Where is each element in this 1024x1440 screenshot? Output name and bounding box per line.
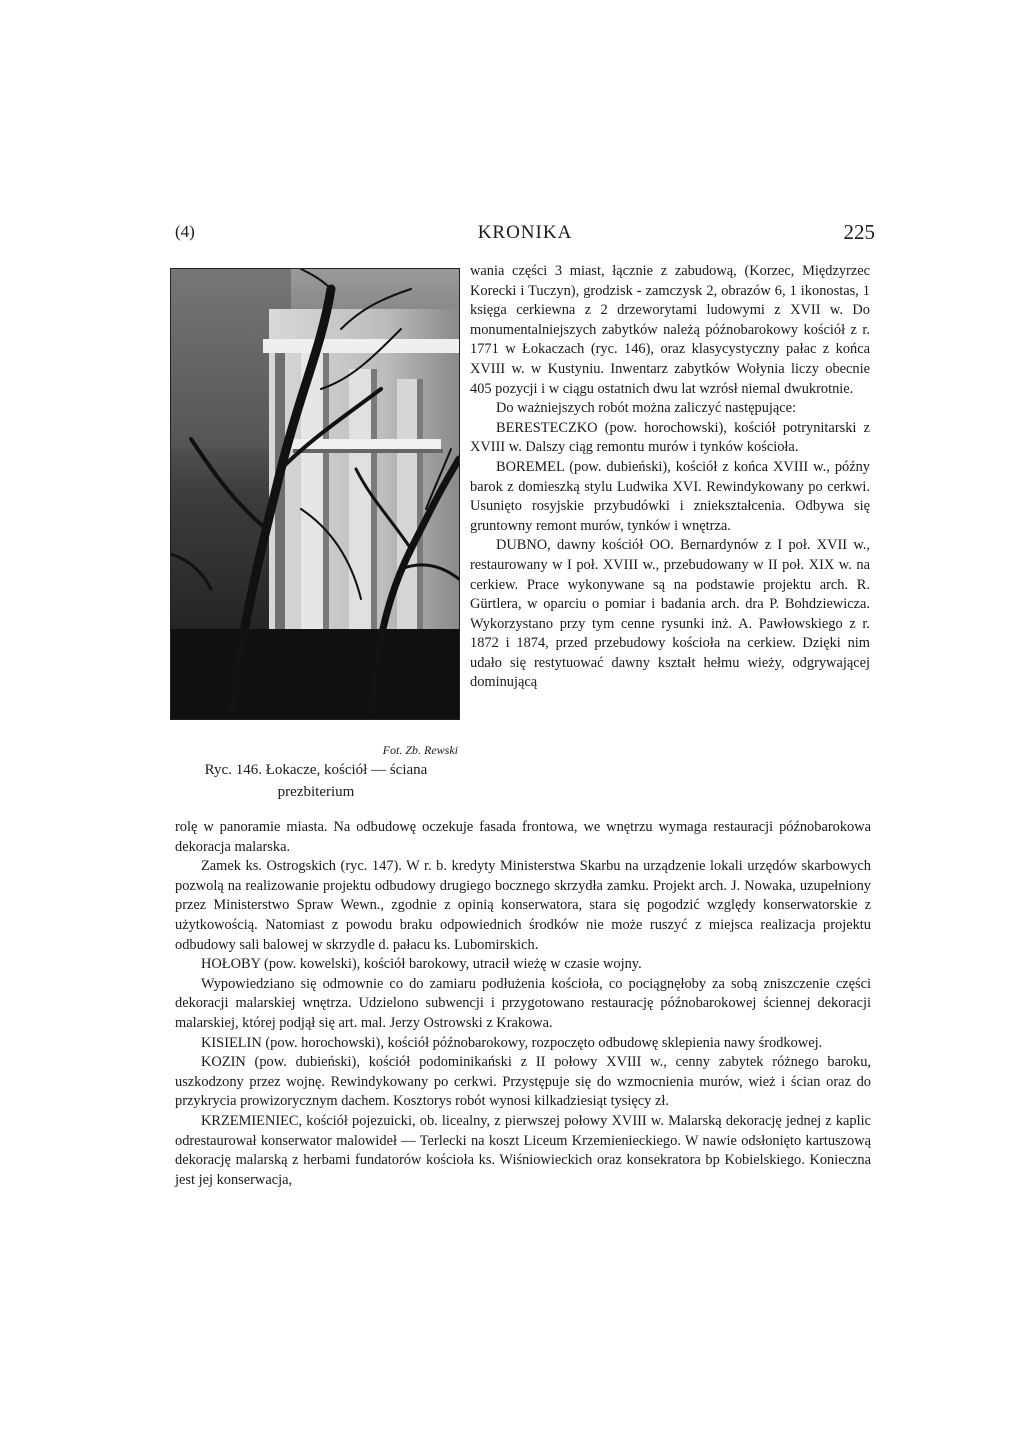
photo-illustration <box>171 269 459 719</box>
section-number: (4) <box>175 222 195 241</box>
body-paragraph: BOREMEL (pow. dubieński), kościół z końca XVIII w., późny barok z domieszką stylu Ludwika XVI. Rewindykowany po cerkwi. Usunięto rosyjskie przybudówki i zniekształcenia. Odbywa się gruntowny remont murów, tynków i wnętrza. <box>470 458 870 534</box>
narrow-text-column <box>470 262 870 693</box>
church-wall-photo <box>170 268 460 720</box>
body-paragraph: DUBNO, dawny kościół OO. Bernardynów z I poł. XVII w., restaurowany w I poł. XVIII w., przebudowany w II poł. XIX w. na cerkiew. Prace wykonywane są na podstawie projektu arch. R. Gürtlera, w oparciu o pomiar i badania arch. dra P. Bohdziewicza. Wykorzystano przy tym cenne rysunki inż. A. Pawłowskiego z r. 1872 i 1874, przed przebudowy kościoła na cerkiew. Dzięki nim udało się restytuować dawny kształt hełmu wieży, odgrywającej dominującą <box>470 537 870 691</box>
body-paragraph: Zamek ks. Ostrogskich (ryc. 147). W r. b. kredyty Ministerstwa Skarbu na urządzenie lokali urzędów skarbowych pozwolą na realizowanie projektu odbudowy drugiego bocznego skrzydła zamku. Projekt arch. J. Nowaka, uzupełniony przez Ministerstwo Spraw Wewn., zgodnie z opinią konserwatora, stara się pogodzić względy konserwatorskie z użytkowością. Natomiast z powodu braku odpowiednich środków nie może ruszyć z miejsca realizacja projektu odbudowy sali balowej w skrzydle d. pałacu ks. Lubomirskich. <box>175 858 871 953</box>
body-paragraph: Wypowiedziano się odmownie co do zamiaru podłużenia kościoła, co pociągnęłoby za sobą zniszczenie części dekoracji malarskiej wnętrza. Udzielono subwencji i przygotowano restaurację późnobarokowej ściennej dekoracji malarskiej, której podjął się art. mal. Jerzy Ostrowski z Krakowa. <box>175 975 871 1031</box>
photo-credit: Fot. Zb. Rewski <box>382 743 458 757</box>
running-title: KRONIKA <box>477 222 573 243</box>
body-paragraph: KOZIN (pow. dubieński), kościół podominikański z II połowy XVIII w., cenny zabytek różnego baroku, uszkodzony przez wojnę. Rewindykowany po cerkwi. Przystępuje się do wzmocnienia murów, wież i ścian oraz do przykrycia prowizorycznym dachem. Kosztorys robót wynosi kilkadziesiąt tysięcy zł. <box>175 1054 871 1110</box>
figure-caption-line: prezbiterium <box>277 784 355 800</box>
full-width-text <box>175 818 871 1190</box>
body-paragraph: rolę w panoramie miasta. Na odbudowę oczekuje fasada frontowa, we wnętrzu wymaga restauracji późnobarokowa dekoracja malarska. <box>175 819 871 855</box>
figure-caption <box>168 759 464 803</box>
body-paragraph: wania części 3 miast, łącznie z zabudową, (Korzec, Międzyrzec Korecki i Tuczyn), grodzisk - zamczysk 2, obrazów 6, 1 ikonostas, 1 księga cerkiewna z 2 drzeworytami ludowymi z XVII w. Do monumentalniejszych zabytków należą późnobarokowy kościół z r. 1771 w Łokaczach (ryc. 146), oraz klasycystyczny pałac z końca XVIII w. w Kustyniu. Inwentarz zabytków Wołynia liczy obecnie 405 pozycji i w ciągu ostatnich dwu lat wzrósł niemal dwukrotnie. <box>470 263 870 397</box>
body-paragraph: KRZEMIENIEC, kościół pojezuicki, ob. licealny, z pierwszej połowy XVIII w. Malarską dekorację jednej z kaplic odrestaurował konserwator malowideł — Terlecki na koszt Liceum Krzemienieckiego. W nawie odsłonięto kartuszową dekorację malarską z herbami fundatorów kościoła ks. Wiśniowieckich oraz konsekratora bp Kobielskiego. Konieczna jest jej konserwacja, <box>175 1112 871 1188</box>
body-paragraph: Do ważniejszych robót można zaliczyć następujące: <box>496 400 797 417</box>
page-number: 225 <box>843 220 875 244</box>
body-paragraph: BERESTECZKO (pow. horochowski), kościół potrynitarski z XVIII w. Dalszy ciąg remontu murów i tynków kościoła. <box>470 419 870 456</box>
body-paragraph: HOŁOBY (pow. kowelski), kościół barokowy, utracił wieżę w czasie wojny. <box>201 956 642 973</box>
figure-caption-line: Ryc. 146. Łokacze, kościół — ściana <box>204 762 428 778</box>
running-header <box>175 220 875 250</box>
body-paragraph: KISIELIN (pow. horochowski), kościół późnobarokowy, rozpoczęto odbudowę sklepienia nawy środkowej. <box>201 1034 823 1051</box>
